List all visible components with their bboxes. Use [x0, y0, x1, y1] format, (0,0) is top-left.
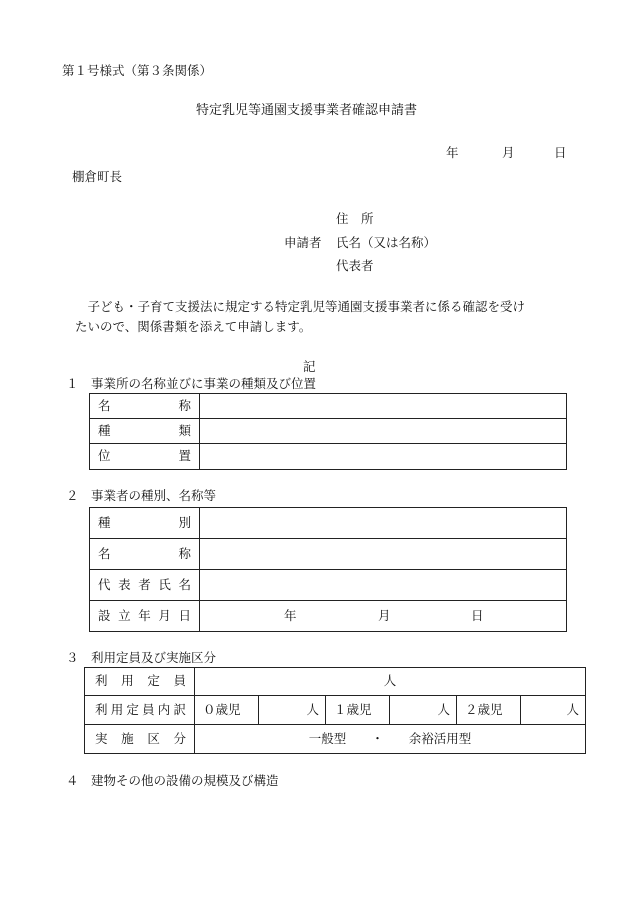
section1-table [89, 393, 567, 470]
section3-row-capacity [85, 668, 586, 696]
section2-label-representative: 代 表 者 氏 名 [90, 570, 200, 601]
established-year: 年 [284, 608, 297, 623]
date-year: 年 [446, 145, 459, 160]
section4-heading: ４ 建物その他の設備の規模及び構造 [66, 773, 279, 788]
section3-row-category [85, 725, 586, 754]
body-text-line2: たいので、関係書類を添えて申請します。 [75, 319, 312, 334]
section2-row-name [90, 539, 567, 570]
addressee: 棚倉町長 [72, 169, 123, 184]
category-options[interactable]: 一般型 ・ 余裕活用型 [195, 725, 586, 754]
section2-table [89, 507, 567, 632]
section1-row-name [90, 394, 567, 419]
breakdown-label: 利 用 定 員 内 訳 [85, 696, 195, 725]
section2-value-representative[interactable] [200, 570, 567, 601]
age0-label: ０歳児 [195, 696, 259, 725]
section2-value-established[interactable] [200, 601, 567, 632]
date-month: 月 [502, 145, 515, 160]
section2-row-representative [90, 570, 567, 601]
section2-label-established: 設 立 年 月 日 [90, 601, 200, 632]
age0-count[interactable]: 人 [259, 696, 326, 725]
section3-row-breakdown [85, 696, 586, 725]
applicant-address-label: 住 所 [336, 211, 374, 226]
section1-row-location [90, 444, 567, 470]
section1-row-type [90, 419, 567, 444]
section1-label-type: 種 類 [90, 419, 200, 444]
established-day: 日 [471, 608, 484, 623]
section1-heading: １ 事業所の名称並びに事業の種類及び位置 [66, 376, 317, 391]
section2-value-kind[interactable] [200, 508, 567, 539]
applicant-label: 申請者 [284, 235, 322, 250]
section1-value-location[interactable] [200, 444, 567, 470]
section2-row-kind [90, 508, 567, 539]
capacity-label: 利 用 定 員 [85, 668, 195, 696]
section1-label-name: 名 称 [90, 394, 200, 419]
age1-label: １歳児 [326, 696, 390, 725]
age2-count[interactable]: 人 [521, 696, 586, 725]
category-label: 実 施 区 分 [85, 725, 195, 754]
page-title: 特定乳児等通園支援事業者確認申請書 [196, 103, 418, 118]
section3-heading: ３ 利用定員及び実施区分 [66, 650, 217, 665]
capacity-value[interactable]: 人 [195, 668, 586, 696]
established-month: 月 [378, 608, 391, 623]
applicant-name-label: 氏名（又は名称） [336, 235, 437, 250]
date-day: 日 [554, 145, 567, 160]
section3-table [84, 667, 586, 754]
section2-label-name: 名 称 [90, 539, 200, 570]
body-text-line1: 子ども・子育て支援法に規定する特定乳児等通園支援事業者に係る確認を受け [75, 299, 526, 314]
section1-value-name[interactable] [200, 394, 567, 419]
section2-label-kind: 種 別 [90, 508, 200, 539]
section1-value-type[interactable] [200, 419, 567, 444]
form-number: 第１号様式（第３条関係） [62, 63, 213, 78]
section2-row-established [90, 601, 567, 632]
section1-label-location: 位 置 [90, 444, 200, 470]
section2-heading: ２ 事業者の種別、名称等 [66, 488, 217, 503]
age1-count[interactable]: 人 [390, 696, 457, 725]
ki-heading: 記 [303, 359, 316, 374]
applicant-representative-label: 代表者 [336, 258, 374, 273]
section2-value-name[interactable] [200, 539, 567, 570]
age2-label: ２歳児 [457, 696, 521, 725]
